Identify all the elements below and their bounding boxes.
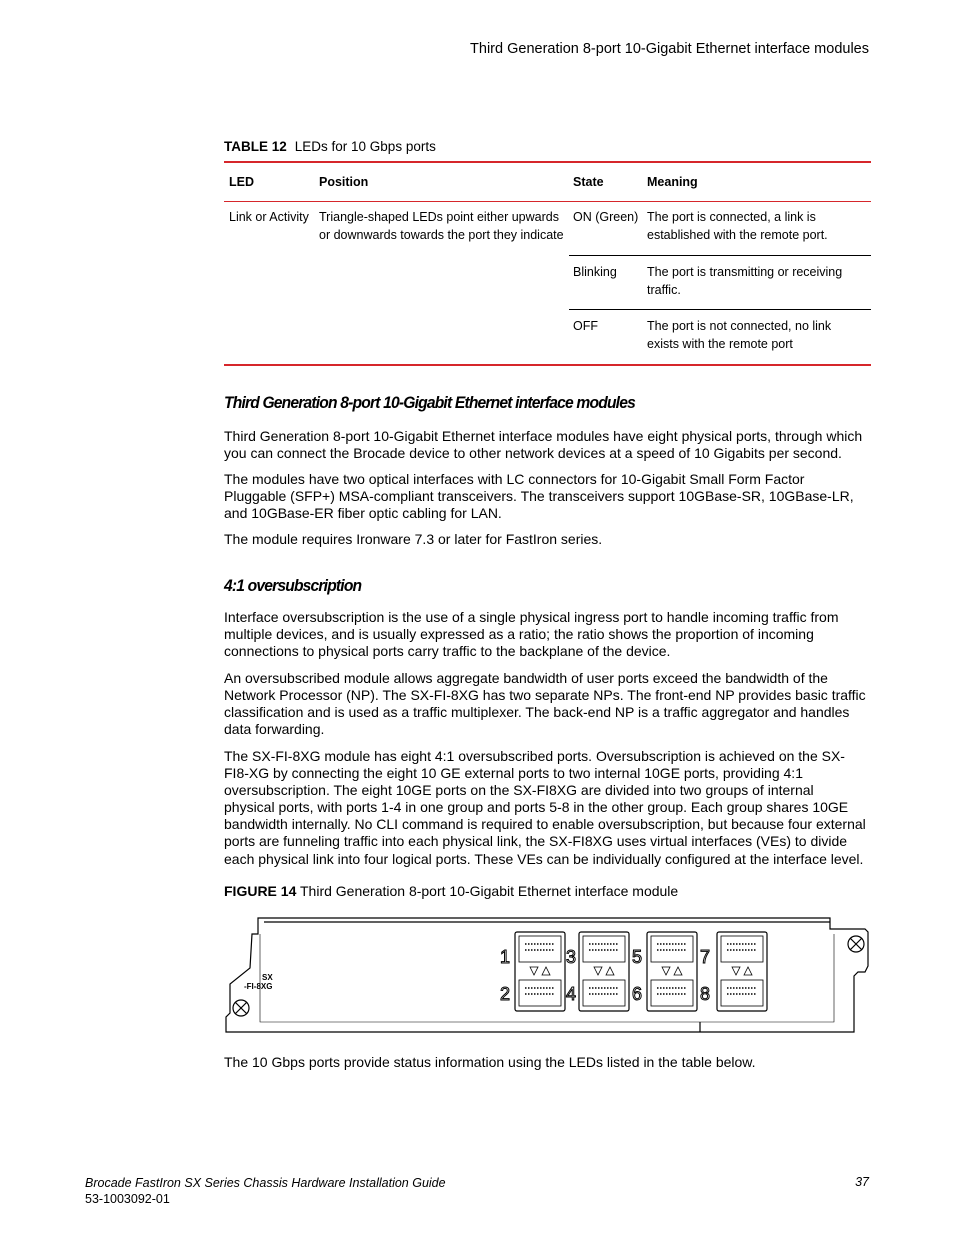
meaning-cell bbox=[647, 318, 831, 353]
text-line: An oversubscribed module allows aggregate bandwidth of user ports exceed the bandwidth of the bbox=[224, 670, 828, 686]
port-cage-column bbox=[579, 932, 629, 1011]
section1-paragraph-2 bbox=[224, 471, 872, 522]
row-divider bbox=[569, 309, 871, 310]
header-position: Position bbox=[319, 175, 369, 189]
text-line: data forwarding. bbox=[224, 721, 325, 738]
port-cage-column bbox=[717, 932, 767, 1011]
state-cell: ON (Green) bbox=[573, 210, 639, 224]
port-number: 8 bbox=[700, 984, 711, 1004]
text-line: physical ports, with ports 1-4 in one group and ports 5-8 in the other group. Each group shares 10GE bbox=[224, 799, 849, 816]
module-label: -FI-8XG bbox=[244, 982, 273, 991]
position-line: or downwards towards the port they indicate bbox=[319, 227, 564, 242]
position-cell bbox=[319, 209, 564, 244]
section2-paragraph-1 bbox=[224, 609, 872, 660]
section-heading: Third Generation 8-port 10-Gigabit Ethernet interface modules bbox=[224, 393, 635, 412]
text-line: connections to physical ports carry traffic to the backplane of the device. bbox=[224, 643, 671, 660]
table-body bbox=[224, 202, 871, 364]
text-line: Third Generation 8-port 10-Gigabit Ethernet interface modules have eight physical ports, through which bbox=[224, 428, 863, 444]
port-number: 3 bbox=[566, 947, 577, 967]
subsection-heading: 4:1 oversubscription bbox=[224, 576, 362, 595]
figure-label: FIGURE 14 bbox=[224, 883, 297, 899]
port-number: 6 bbox=[632, 984, 643, 1004]
meaning-line: traffic. bbox=[647, 282, 681, 297]
footer-doc-title: Brocade FastIron SX Series Chassis Hardware Installation Guide bbox=[85, 1176, 446, 1190]
text-line: each physical link into four logical ports. These VEs can be individually configured at the interface level. bbox=[224, 850, 864, 867]
running-header: Third Generation 8-port 10-Gigabit Ethernet interface modules bbox=[470, 41, 869, 57]
position-line: Triangle-shaped LEDs point either upwards bbox=[319, 210, 559, 224]
port-number: 1 bbox=[500, 947, 511, 967]
figure-caption bbox=[224, 883, 678, 899]
table-header-row bbox=[224, 163, 871, 201]
text-line: The modules have two optical interfaces with LC connectors for 10-Gigabit Small Form Factor bbox=[224, 471, 805, 487]
text-line: you can connect the Brocade device to other network devices at a speed of 10 Gigabits per second. bbox=[224, 445, 842, 462]
meaning-line: established with the remote port. bbox=[647, 227, 828, 242]
section2-paragraph-2 bbox=[224, 670, 872, 738]
meaning-line: The port is transmitting or receiving bbox=[647, 265, 843, 279]
text-line: Network Processor (NP). The SX-FI-8XG has two separate NPs. The front-end NP provides basic traffic bbox=[224, 687, 866, 704]
module-label: SX bbox=[262, 973, 273, 982]
meaning-line: The port is connected, a link is bbox=[647, 210, 816, 224]
footer-left bbox=[85, 1175, 446, 1207]
port-cage-column bbox=[647, 932, 697, 1011]
text-line: multiple devices, and is usually expressed as a ratio; the ratio shows the proportion of incoming bbox=[224, 626, 814, 643]
header-state: State bbox=[573, 175, 604, 189]
section1-paragraph-3 bbox=[224, 531, 872, 548]
table-caption bbox=[224, 139, 436, 154]
text-line: oversubscription. The eight 10GE ports on the SX-FI8XG are divided into two groups of internal bbox=[224, 782, 814, 799]
led-table bbox=[224, 161, 871, 366]
header-meaning: Meaning bbox=[647, 175, 698, 189]
port-number: 7 bbox=[700, 947, 711, 967]
meaning-line: exists with the remote port bbox=[647, 336, 793, 351]
meaning-cell bbox=[647, 264, 842, 299]
text-line: classification and is used as a traffic multiplexer. The back-end NP is a traffic aggregator and handles bbox=[224, 704, 850, 721]
section2-paragraph-3 bbox=[224, 748, 872, 868]
text-line: and 10GBase-ER fiber optic cabling for LAN. bbox=[224, 505, 502, 522]
text-line: The 10 Gbps ports provide status information using the LEDs listed in the table below. bbox=[224, 1054, 756, 1070]
module-illustration bbox=[224, 914, 872, 1042]
text-line: The module requires Ironware 7.3 or later for FastIron series. bbox=[224, 531, 603, 547]
text-line: Pluggable (SFP+) MSA-compliant transceivers. The transceivers support 10GBase-SR, 10GBase-LR, bbox=[224, 488, 854, 505]
text-line: Interface oversubscription is the use of a single physical ingress port to handle incoming traffic from bbox=[224, 609, 839, 625]
led-cell: Link or Activity bbox=[229, 210, 309, 224]
text-line: bandwidth internally. No CLI command is required to enable oversubscription, but because four external bbox=[224, 816, 866, 833]
text-line: ports are funneling traffic into each physical link, the SX-FI8XG uses virtual interfaces (VEs) to divide bbox=[224, 833, 848, 850]
meaning-line: The port is not connected, no link bbox=[647, 319, 832, 333]
left-screw-icon bbox=[233, 1000, 249, 1016]
section1-paragraph-1 bbox=[224, 428, 872, 462]
port-cage-column bbox=[515, 932, 565, 1011]
footer-doc-number: 53-1003092-01 bbox=[85, 1192, 170, 1206]
figure-title: Third Generation 8-port 10-Gigabit Ethernet interface module bbox=[300, 883, 679, 899]
faceplate-inner bbox=[260, 934, 834, 1022]
text-line: FI8-XG by connecting the eight 10 GE external ports to two internal 10GE ports, providing 4:1 bbox=[224, 765, 803, 782]
right-screw-icon bbox=[848, 936, 864, 952]
state-cell: OFF bbox=[573, 319, 598, 333]
port-number: 2 bbox=[500, 984, 511, 1004]
port-number: 4 bbox=[566, 984, 577, 1004]
table-title: LEDs for 10 Gbps ports bbox=[294, 139, 436, 154]
port-number: 5 bbox=[632, 947, 643, 967]
row-divider bbox=[569, 255, 871, 256]
table-bottom-rule bbox=[224, 364, 871, 366]
header-led: LED bbox=[229, 175, 254, 189]
page-number: 37 bbox=[855, 1175, 869, 1189]
meaning-cell bbox=[647, 209, 828, 244]
closing-paragraph bbox=[224, 1054, 872, 1071]
text-line: The SX-FI-8XG module has eight 4:1 oversubscribed ports. Oversubscription is achieved on the SX- bbox=[224, 748, 845, 764]
state-cell: Blinking bbox=[573, 265, 617, 279]
table-label: TABLE 12 bbox=[224, 139, 287, 154]
